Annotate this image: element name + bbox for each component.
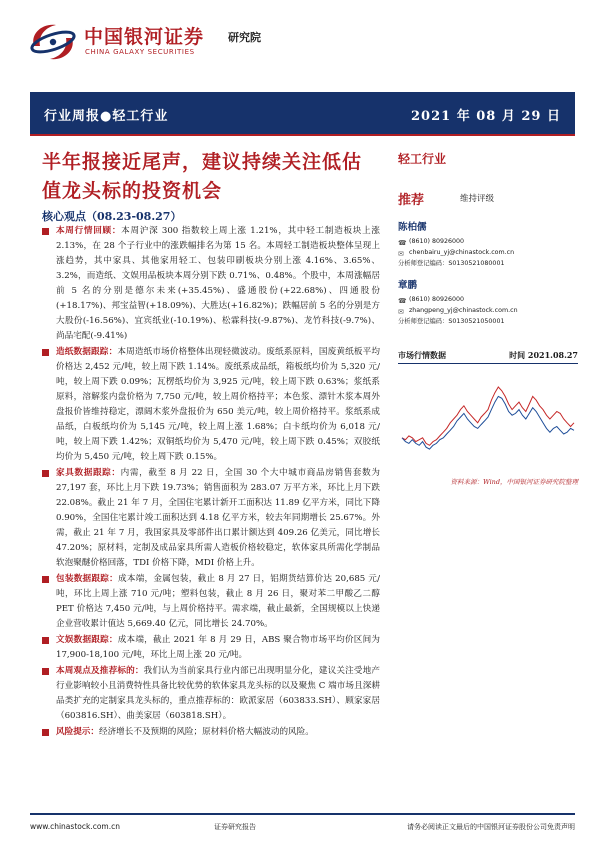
logo-chinese-name: 中国银河证券 (84, 26, 205, 48)
report-title (42, 148, 372, 206)
bullet-square-icon (42, 349, 49, 356)
email-icon: ✉ (398, 250, 404, 258)
phone-icon: ☎ (398, 239, 407, 247)
email-link[interactable]: chenbairu_yj@chinastock.com.cn (409, 249, 515, 256)
bullet-square-icon (42, 576, 49, 583)
item-lead: 文娱数据跟踪： (56, 635, 118, 645)
list-item (42, 224, 380, 344)
bullet-square-icon (42, 668, 49, 675)
list-item (42, 633, 380, 663)
phone-text: (8610) 80926000 (409, 296, 464, 303)
analyst-card (398, 277, 578, 327)
analyst-name: 陈柏儒 (398, 222, 427, 233)
rating-row (398, 189, 578, 209)
footer-report-label: 证券研究报告 (214, 823, 256, 831)
rating-label: 推荐 (398, 193, 425, 208)
bullet-square-icon (42, 637, 49, 644)
analyst-email (398, 305, 578, 316)
item-text: 经济增长不及预期的风险；原材料价格大幅波动的风险。 (98, 727, 314, 737)
banner-accent-line (30, 134, 575, 136)
galaxy-logo-icon (28, 20, 78, 64)
item-text: 本周沪深 300 指数较上周上涨 1.21%，其中轻工制造板块上涨 2.13%，在 28 个子行业中的涨跌幅排名为第 15 名。本周轻工制造板块整体呈现上涨趋势，其中家具、其他家用轻工、包装印刷板块分别上涨 4.16%、3.65%、3.2%，而造纸、文娱用品板块本周分别下跌 0.71%、0.48%。个股中，本周涨幅居前 5 名的分别是德尔未来(+35.45%)、盛通股份(+22.68%)、四通股份(+18.17%)、邦宝益智(+18.09%)、大胜达(+16.82%)；跌幅居前 5 名的分别是方大股份(-16.56%)、宜宾纸业(-10.19%)、松霖科技(-9.87%)、龙竹科技(-9.7%)、尚品宅配(-9.41%) (56, 226, 380, 341)
market-line-chart (398, 366, 578, 472)
email-link[interactable]: zhangpeng_yj@chinastock.com.cn (409, 307, 518, 314)
footer-disclaimer: 请务必阅读正文最后的中国银河证券股份公司免责声明 (407, 823, 575, 831)
report-type: 行业周报●轻工行业 (44, 109, 169, 124)
item-lead: 本周观点及推荐标的： (56, 666, 144, 676)
title-line: 值龙头标的投资机会 (42, 180, 223, 202)
email-icon: ✉ (398, 308, 404, 316)
list-item (42, 664, 380, 724)
analyst-phone (398, 294, 578, 305)
list-item (42, 572, 380, 632)
analyst-registration: 分析师登记编码：S0130521050001 (398, 318, 505, 325)
chart-time: 时间 2021.08.27 (509, 350, 578, 360)
analyst-email (398, 247, 578, 258)
core-views-list (42, 224, 380, 741)
list-item (42, 725, 380, 740)
item-text: 成本端，截止 2021 年 8 月 29 日，ABS 聚合物市场平均价区间为 17,900-18,100 元/吨，环比上周上涨 20 元/吨。 (56, 635, 380, 660)
analyst-card (398, 219, 578, 269)
analyst-registration: 分析师登记编码：S0130521080001 (398, 260, 505, 267)
item-lead: 本周行情回顾： (56, 226, 122, 236)
series-line-2 (402, 396, 574, 449)
item-text: 成本端，金属包装，截止 8 月 27 日，铝期货结算价达 20,685 元/吨，环比上周上涨 710 元/吨；塑料包装，截止 8 月 26 日，聚对苯二甲酸乙二醇 PET 价格达 7,450 元/吨，与上周价格持平。需求端，截止最新，全国规模以上快递企业营收累计值达 5,669.40 亿元，同比增长 24.70%。 (56, 574, 380, 629)
item-text: 我们认为当前家具行业内部已出现明显分化，建议关注受地产行业影响较小且消费特性具备比较优势的软体家具龙头标的以及聚焦 C 端市场且深耕品类扩充的定制家具龙头标的，重点推荐标的：欧派家居（603833.SH）、顾家家居（603816.SH）、曲美家居（603818.SH）。 (56, 666, 380, 721)
list-item (42, 466, 380, 571)
list-item (42, 345, 380, 465)
footer-divider (30, 813, 575, 815)
industry-label: 轻工行业 (398, 152, 447, 166)
bullet-square-icon (42, 470, 49, 477)
item-lead: 包装数据跟踪： (56, 574, 118, 584)
bullet-square-icon (42, 228, 49, 235)
analyst-phone (398, 236, 578, 247)
item-text: 内需，截至 8 月 22 日，全国 30 个大中城市商品房销售套数为 27,197 套，环比上月下跌 19.73%；销售面积为 283.07 万平方米，环比上月下跌 22.08%。截止 21 年 7 月，全国住宅累计新开工面积达 11.89 亿平方米，同比下降 0.90%，全国住宅累计竣工面积达到 4.18 亿平方米，较去年同期增长 25.67%。外需，截止 21 年 7 月，我国家具及零部件出口累计额达到 409.26 亿美元，同比增长 47.20%；原材料，定制及成品家具所需人造板价格较稳定，软体家具所需化学制品软泡聚醚价格回落，TDI 价格下降，MDI 价格上升。 (56, 468, 380, 568)
rating-note: 维持评级 (460, 194, 495, 204)
phone-text: (8610) 80926000 (409, 238, 464, 245)
sidebar (398, 150, 578, 327)
item-lead: 家具数据跟踪： (56, 468, 121, 478)
company-logo (28, 20, 278, 64)
analyst-name: 章鹏 (398, 280, 418, 291)
report-banner (30, 92, 575, 134)
market-chart-header (398, 350, 578, 364)
title-line: 半年报接近尾声，建议持续关注低估 (42, 151, 363, 173)
report-date: 2021 年 08 月 29 日 (411, 109, 561, 124)
market-chart (398, 366, 578, 472)
research-dept-label: 研究院 (228, 31, 261, 44)
item-text: 本周造纸市场价格整体出现轻微波动。废纸系原料，国废黄纸板平均价格达 2,452 元/吨，较上周下跌 1.14%。废纸系成品纸，箱板纸均价为 5,320 元/吨，较上周下跌 0.09%；瓦楞纸均价为 3,925 元/吨，较上周下跌 0.63%；浆纸系原料，溶解浆内盘价格为 7,750 元/吨，较上周价格持平；本色浆、漂针木浆本周外盘报价皆维持稳定，漂阔木浆外盘报价为 650 美元/吨，较上周价格持平。浆纸系成品纸，白板纸均价为 5,145 元/吨，较上周上涨 1.68%；白卡纸均价为 6,018 元/吨，较上周下跌 1.42%；双铜纸均价为 5,470 元/吨，较上周下跌 0.45%；双胶纸均价为 5,450 元/吨，较上周下跌 0.15%。 (56, 347, 380, 462)
chart-source: 资料来源：Wind，中国银河证券研究院整理 (450, 478, 578, 486)
logo-english-name: CHINA GALAXY SECURITIES (85, 48, 195, 56)
core-views-heading: 核心观点（08.23-08.27） (42, 210, 182, 223)
footer-url-link[interactable]: www.chinastock.com.cn (30, 822, 120, 831)
bullet-square-icon (42, 729, 49, 736)
item-lead: 风险提示： (56, 727, 99, 737)
phone-icon: ☎ (398, 297, 407, 305)
chart-title: 市场行情数据 (398, 350, 446, 360)
item-lead: 造纸数据跟踪： (56, 347, 118, 357)
